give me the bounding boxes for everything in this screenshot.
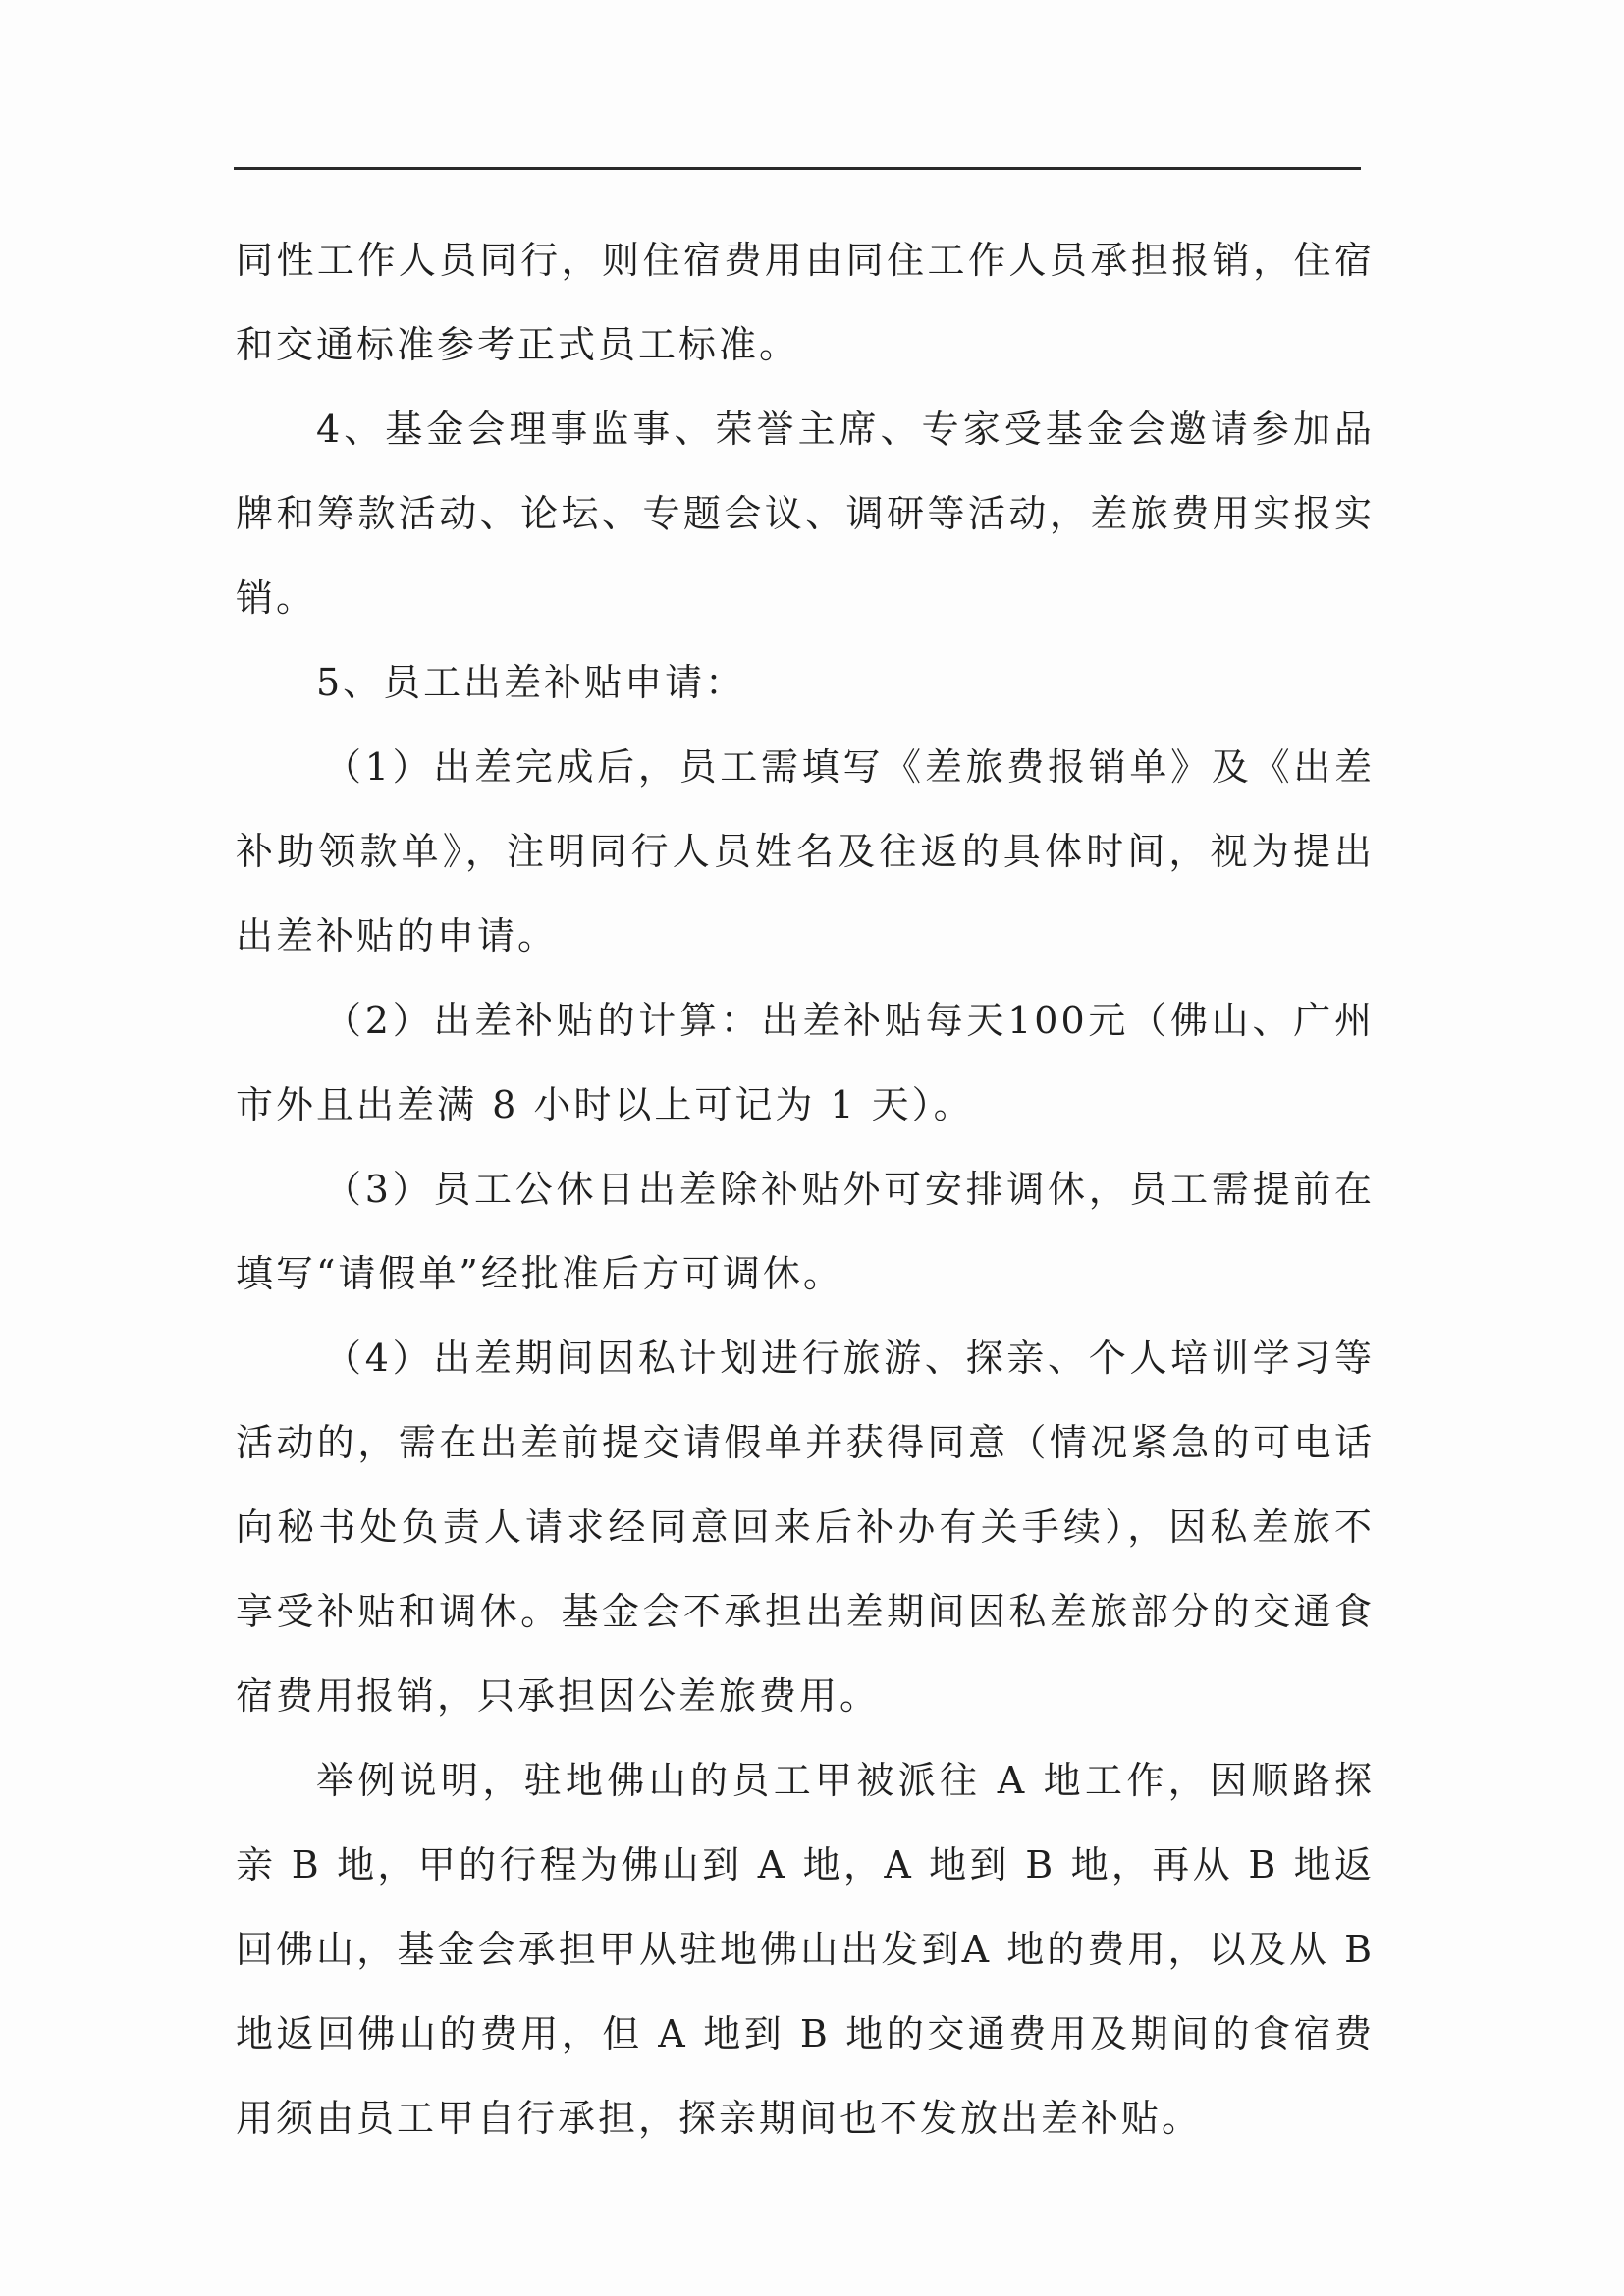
paragraph-subitem-4: （4）出差期间因私计划进行旅游、探亲、个人培训学习等活动的，需在出差前提交请假单并获得同意（情况紧急的可电话向秘书处负责人请求经同意回来后补办有关手续），因私差旅不享受补贴和调休。基金会不承担出差期间因私差旅部分的交通食宿费用报销，只承担因公差旅费用。: [236, 1337, 1375, 1718]
paragraph-subitem-2: （2）出差补贴的计算：出差补贴每天100元（佛山、广州市外且出差满 8 小时以上可记为 1 天）。: [236, 999, 1375, 1126]
document-body: [236, 218, 1375, 2160]
paragraph-subitem-1: （1）出差完成后，员工需填写《差旅费报销单》及《出差补助领款单》，注明同行人员姓名及往返的具体时间，视为提出出差补贴的申请。: [236, 745, 1375, 957]
paragraph-item-5-heading: 5、员工出差补贴申请：: [316, 661, 746, 704]
paragraph-item-4: 4、基金会理事监事、荣誉主席、专家受基金会邀请参加品牌和筹款活动、论坛、专题会议、调研等活动，差旅费用实报实销。: [236, 408, 1375, 620]
paragraph-subitem-3: （3）员工公休日出差除补贴外可安排调休，员工需提前在填写“请假单”经批准后方可调休。: [236, 1168, 1375, 1295]
paragraph-continuation: 同性工作人员同行，则住宿费用由同住工作人员承担报销，住宿和交通标准参考正式员工标准。: [236, 239, 1375, 366]
paragraph-example: 举例说明，驻地佛山的员工甲被派往 A 地工作，因顺路探亲 B 地，甲的行程为佛山到 A 地，A 地到 B 地，再从 B 地返回佛山，基金会承担甲从驻地佛山出发到A 地的费用，以及从 B 地返回佛山的费用，但 A 地到 B 地的交通费用及期间的食宿费用须由员工甲自行承担，探亲期间也不发放出差补贴。: [236, 1759, 1375, 2140]
header-rule: [234, 167, 1361, 170]
